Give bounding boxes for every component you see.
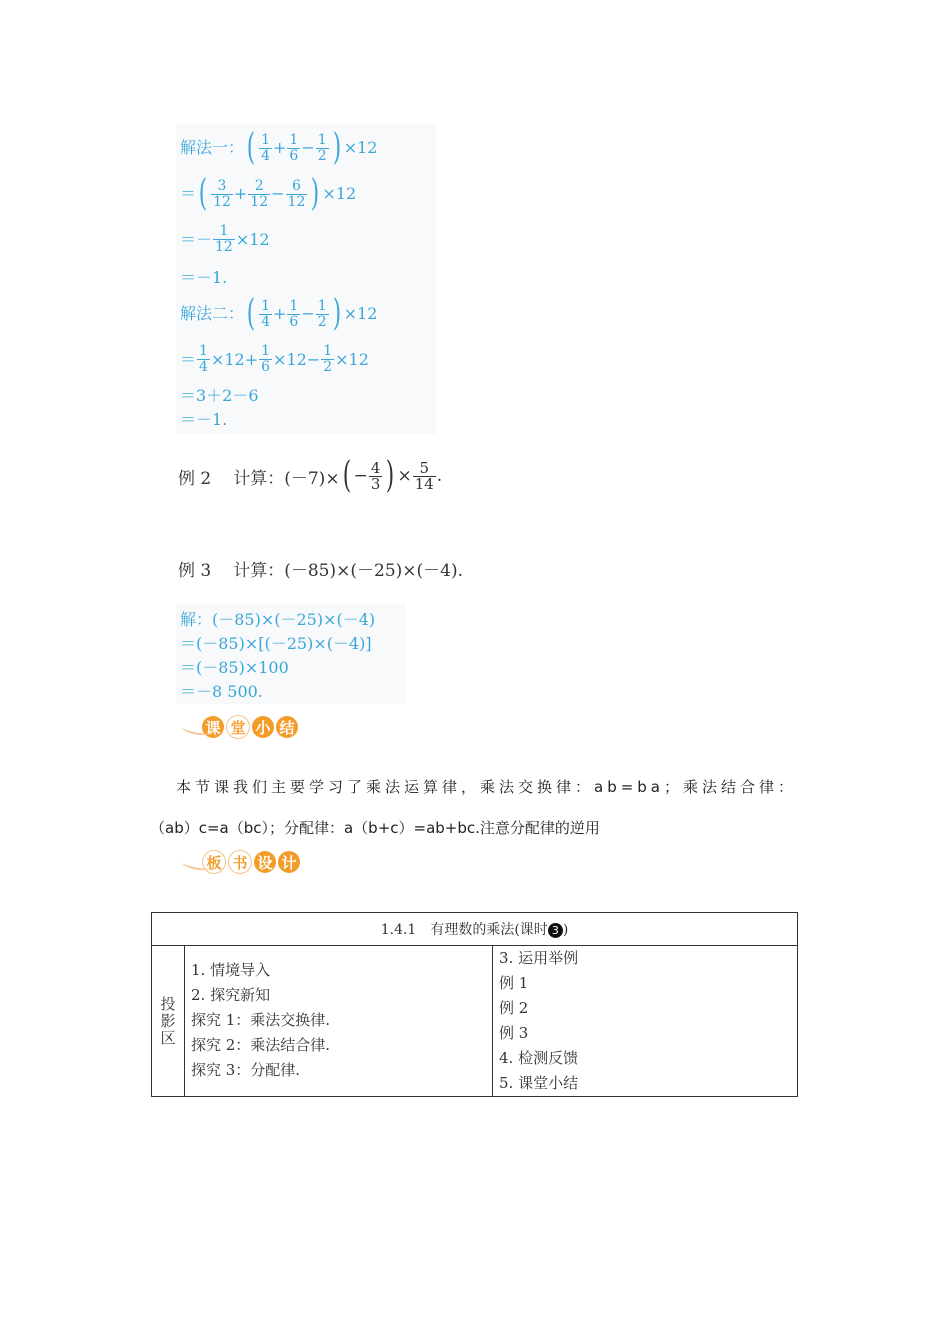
sol1-line3: ＝－ $\frac{1}{12}$ ×12 [180, 223, 270, 255]
summary-line-2: （ab）c=a（bc）；分配律：a（b+c）=ab+bc.注意分配律的逆用 [150, 819, 600, 837]
example-2-tag: 例 2 [178, 468, 212, 489]
example-2: 例 2 计算：(－7)× ( − $\frac{4}{3}$ ) × $\frac{5}{14}$ . [178, 455, 443, 496]
list-item: 1. 情境导入 [191, 961, 271, 979]
board-left-column [185, 946, 493, 1097]
fraction: $\frac{1}{2}$ [323, 343, 333, 375]
list-item: 例 1 [499, 974, 529, 992]
sol1-tail: ×12 [343, 138, 378, 157]
heading-board-design: 板 书 设 计 [180, 849, 302, 875]
list-item: 探究 1：乘法交换律. [191, 1011, 331, 1029]
sol3-line1: 解：(－85)×(－25)×(－4) [180, 610, 376, 629]
fraction: $\frac{1}{4}$ [199, 343, 208, 375]
fraction: $\frac{1}{2}$ [317, 297, 327, 330]
sol2-line1: 解法二： ( $\frac{1}{4}$ + $\frac{1}{6}$ − $\frac{1}{2}$ ) ×12 [180, 293, 378, 334]
fraction: $\frac{1}{6}$ [289, 297, 299, 330]
list-item: 5. 课堂小结 [499, 1074, 579, 1092]
example-3-tag: 例 3 [178, 561, 212, 581]
sol3-line4: ＝－8 500. [180, 682, 263, 701]
board-title: 1.4.1 有理数的乘法(课时 3 ) [152, 913, 798, 946]
sol2-label: 解法二： [180, 304, 245, 323]
sol3-line2: ＝(－85)×[(－25)×(－4)] [180, 634, 372, 653]
solution-block-1 [176, 124, 436, 434]
sol2-line2: ＝ $\frac{1}{4}$ ×12 + $\frac{1}{6}$ ×12 − $\frac{1}{2}$ ×12 [180, 343, 369, 375]
sol1-line4: ＝－1. [180, 268, 228, 287]
sol3-line3: ＝(－85)×100 [180, 658, 289, 677]
projection-area-label: 投 影 区 [152, 946, 185, 1097]
list-item: 2. 探究新知 [191, 986, 271, 1004]
list-item: 探究 2：乘法结合律. [191, 1036, 331, 1054]
fraction: $\frac{4}{3}$ [370, 458, 381, 493]
fraction: $\frac{1}{6}$ [261, 343, 271, 375]
summary-line-1: 本节课我们主要学习了乘法运算律，乘法交换律：ab=ba；乘法结合律： [176, 778, 797, 796]
fraction: $\frac{1}{6}$ [289, 131, 299, 164]
list-item: 例 3 [499, 1024, 529, 1042]
board-right-column [493, 946, 798, 1097]
list-item: 探究 3：分配律. [191, 1061, 301, 1079]
fraction: $\frac{1}{4}$ [261, 131, 270, 164]
fraction: $\frac{1}{4}$ [261, 297, 270, 330]
fraction: $\frac{6}{12}$ [287, 177, 306, 210]
swoosh-icon [180, 849, 210, 875]
circled-number: 3 [548, 923, 563, 938]
swoosh-icon [180, 714, 210, 740]
fraction: $\frac{1}{2}$ [317, 131, 327, 164]
sol1-line2: ＝ ( $\frac{3}{12}$ + $\frac{2}{12}$ − $\frac{6}{12}$ ) ×12 [180, 173, 357, 214]
fraction: $\frac{5}{14}$ [414, 458, 434, 493]
sol2-line4: ＝－1. [180, 410, 228, 429]
heading-class-summary: 课 堂 小 结 [180, 714, 300, 740]
sol1-label: 解法一： [180, 138, 245, 157]
fraction: $\frac{1}{12}$ [215, 223, 233, 255]
fraction: $\frac{2}{12}$ [250, 177, 269, 210]
fraction: $\frac{3}{12}$ [213, 177, 231, 210]
list-item: 例 2 [499, 999, 529, 1017]
list-item: 3. 运用举例 [499, 949, 579, 967]
board-design-table [151, 912, 798, 1097]
example-3: 例 3 计算：(－85)×(－25)×(－4). [178, 556, 463, 581]
solution-block-3 [176, 604, 406, 704]
sol2-line3: ＝3＋2－6 [180, 386, 259, 405]
list-item: 4. 检测反馈 [499, 1049, 579, 1067]
sol1-line1: 解法一： ( $\frac{1}{4}$ + $\frac{1}{6}$ − $\frac{1}{2}$ ) ×12 [180, 127, 378, 168]
